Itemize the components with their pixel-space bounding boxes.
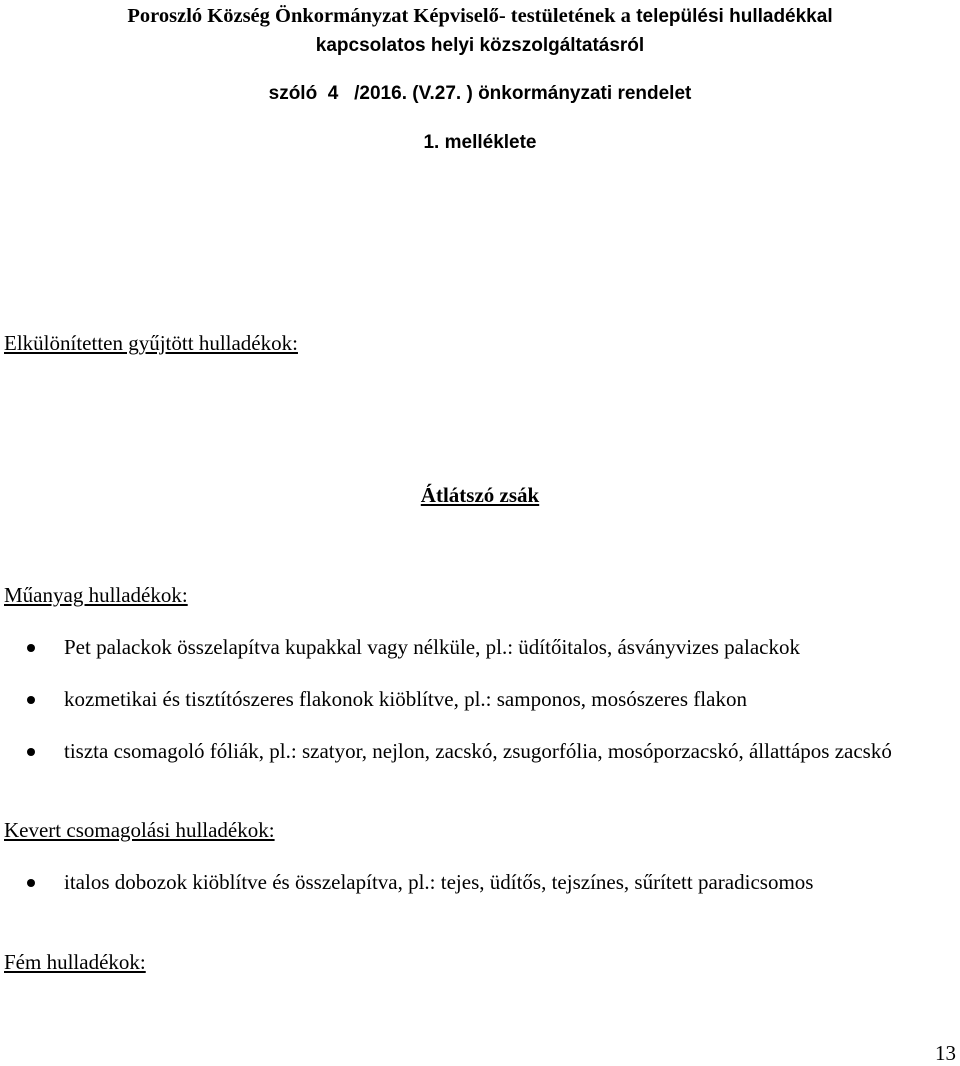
bullet-icon bbox=[27, 696, 35, 704]
list-item bbox=[0, 737, 960, 766]
bullet-icon bbox=[27, 879, 35, 887]
document-title-line-2: kapcsolatos helyi közszolgáltatásról bbox=[315, 35, 645, 56]
page-number: 13 bbox=[935, 1041, 956, 1065]
plastic-waste-list bbox=[0, 633, 960, 789]
document-title-serif-part: Poroszló Község Önkormányzat Képviselő- testületének a bbox=[127, 5, 631, 27]
list-item bbox=[0, 685, 960, 714]
list-item-text: italos dobozok kiöblítve és összelapítva, pl.: tejes, üdítős, tejszínes, sűrített paradicsomos bbox=[64, 870, 814, 894]
transparent-bag-heading: Átlátszó zsák bbox=[420, 483, 540, 507]
bullet-icon bbox=[27, 748, 35, 756]
mixed-packaging-list bbox=[0, 868, 960, 897]
list-item bbox=[0, 633, 960, 662]
mixed-packaging-heading: Kevert csomagolási hulladékok: bbox=[4, 818, 275, 842]
list-item-text: tiszta csomagoló fóliák, pl.: szatyor, nejlon, zacskó, zsugorfólia, mosóporzacskó, állattápos zacskó bbox=[64, 739, 892, 763]
list-item bbox=[0, 868, 960, 897]
separate-collection-heading: Elkülönítetten gyűjtött hulladékok: bbox=[4, 331, 298, 355]
annex-label: 1. melléklete bbox=[423, 132, 537, 153]
bullet-icon bbox=[27, 644, 35, 652]
decree-reference: szóló 4 /2016. (V.27. ) önkormányzati rendelet bbox=[268, 83, 692, 104]
metal-waste-heading: Fém hulladékok: bbox=[4, 950, 146, 974]
plastic-waste-heading: Műanyag hulladékok: bbox=[4, 583, 188, 607]
document-title-sans-part: települési hulladékkal bbox=[636, 6, 833, 27]
list-item-text: Pet palackok összelapítva kupakkal vagy nélküle, pl.: üdítőitalos, ásványvizes palackok bbox=[64, 635, 800, 659]
document-title-line-1 bbox=[0, 4, 960, 29]
list-item-text: kozmetikai és tisztítószeres flakonok kiöblítve, pl.: samponos, mosószeres flakon bbox=[64, 687, 747, 711]
